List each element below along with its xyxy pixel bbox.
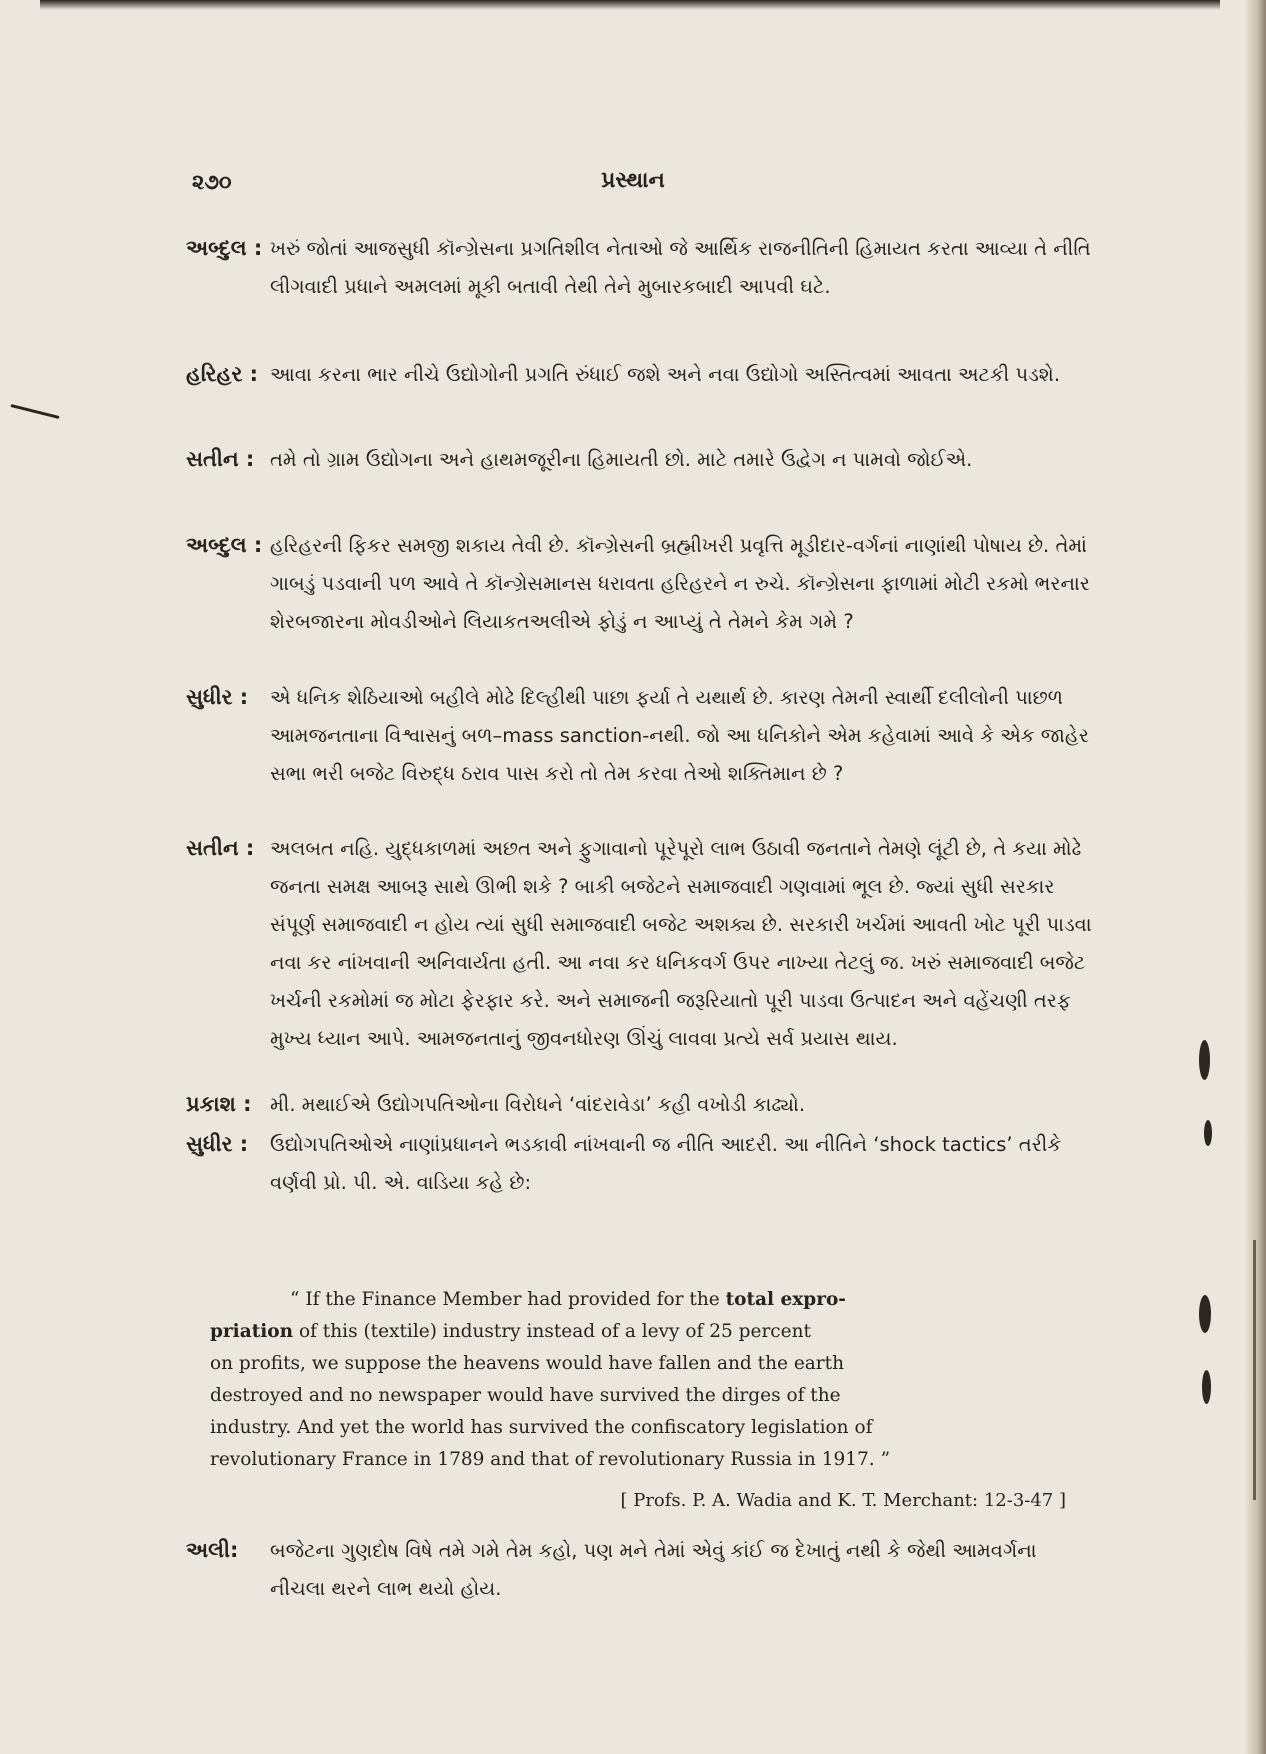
quote-line: industry. And yet the world has survived the confiscatory legislation of <box>210 1417 873 1438</box>
speaker-name: સુધીર : <box>186 1132 249 1156</box>
dialogue-entry <box>186 526 1096 641</box>
speech-text: તમે તો ગ્રામ ઉદ્યોગના અને હાથમજૂરીના હિમાયતી છો. માટે તમારે ઉદ્વેગ ન પામવો જોઈએ. <box>270 448 973 471</box>
dialogue-entry <box>186 440 1096 479</box>
dialogue-entry <box>186 1125 1096 1202</box>
page-top-edge <box>40 0 1220 10</box>
speaker-name: પ્રકાશ : <box>186 1092 252 1116</box>
quote-line: on profits, we suppose the heavens would have fallen and the earth <box>210 1353 844 1374</box>
ink-mark <box>1199 1295 1211 1333</box>
speaker-name: હરિહર : <box>186 362 259 386</box>
dialogue-entry <box>186 678 1096 793</box>
quote-emphasis: total expro- <box>725 1289 846 1310</box>
binding-rule <box>1253 1240 1256 1500</box>
quote-text: of this (textile) industry instead of a levy of 25 percent <box>293 1321 811 1342</box>
speech-text: એ ધનિક શેઠિયાઓ બહીલે મોઢે દિલ્હીથી પાછા ફર્યા તે યથાર્થ છે. કારણ તેમની સ્વાર્થી દલીલોની પાછળ આમજનતાના વિશ્વાસનું બળ–mass sanction-નથી. જો આ ધનિકોને એમ કહેવામાં આવે કે એક જાહેર સભા ભરી બજેટ વિરુદ્ધ ઠરાવ પાસ કરો તો તેમ કરવા તેઓ શક્તિમાન છે ? <box>270 686 1089 785</box>
dialogue-entry <box>186 1531 1096 1608</box>
quote-line: revolutionary France in 1789 and that of revolutionary Russia in 1917. ” <box>210 1449 891 1470</box>
speaker-name: સતીન : <box>186 836 255 860</box>
ink-mark <box>1204 1120 1212 1146</box>
speech-text: ઉદ્યોગપતિઓએ નાણાંપ્રધાનને ભડકાવી નાંખવાની જ નીતિ આદરી. આ નીતિને ‘shock tactics’ તરીકે વર્ણવી પ્રો. પી. એ. વાડિયા કહે છે: <box>270 1133 1062 1194</box>
english-quotation <box>210 1284 1065 1476</box>
speaker-name: અબ્દુલ : <box>186 236 263 260</box>
ink-mark <box>1199 1040 1210 1080</box>
speaker-name: સુધીર : <box>186 685 249 709</box>
speaker-name: અબ્દુલ : <box>186 533 263 557</box>
speaker-name: અલી: <box>186 1538 239 1562</box>
dialogue-entry <box>186 229 1096 306</box>
ink-mark <box>1202 1370 1211 1404</box>
dialogue-entry <box>186 355 1096 394</box>
ink-mark <box>10 404 59 419</box>
speech-text: મી. મથાઈએ ઉદ્યોગપતિઓના વિરોધને ‘વાંદરાવેડા’ કહી વખોડી કાઢ્યો. <box>270 1093 806 1116</box>
dialogue-entry <box>186 829 1096 1058</box>
quote-line: destroyed and no newspaper would have survived the dirges of the <box>210 1385 841 1406</box>
running-head: પ્રસ્થાન <box>601 168 665 193</box>
quote-text: “ If the Finance Member had provided for the <box>290 1289 726 1310</box>
speech-text: આવા કરના ભાર નીચે ઉદ્યોગોની પ્રગતિ રુંધાઈ જશે અને નવા ઉદ્યોગો અસ્તિત્વમાં આવતા અટકી પડશે. <box>270 363 1061 386</box>
page-number: ૨૭૦ <box>192 170 232 194</box>
quote-citation: [ Profs. P. A. Wadia and K. T. Merchant: 12-3-47 ] <box>620 1490 1066 1511</box>
speaker-name: સતીન : <box>186 447 255 471</box>
quote-emphasis: priation <box>210 1321 294 1342</box>
quote-line <box>210 1284 1065 1316</box>
speech-text: હરિહરની ફિકર સમજી શકાય તેવી છે. કૉન્ગ્રેસની બ્રહ્મીખરી પ્રવૃત્તિ મૂડીદાર-વર્ગનાં નાણાંથી પોષાય છે. તેમાં ગાબડું પડવાની પળ આવે તે કૉન્ગ્રેસમાનસ ધરાવતા હરિહરને ન રુચે. કૉન્ગ્રેસના ફાળામાં મોટી રકમો ભરનાર શેરબજારના મોવડીઓને લિયાકતઅલીએ ફોડું ન આપ્યું તે તેમને કેમ ગમે ? <box>270 534 1090 633</box>
speech-text: ખરું જોતાં આજસુધી કૉન્ગ્રેસના પ્રગતિશીલ નેતાઓ જે આર્થિક રાજનીતિની હિમાયત કરતા આવ્યા તે નીતિ લીગવાદી પ્રધાને અમલમાં મૂકી બતાવી તેથી તેને મુબારકબાદી આપવી ઘટે. <box>270 237 1091 298</box>
speech-text: અલબત નહિ. યુદ્ધકાળમાં અછત અને ફુગાવાનો પૂરેપૂરો લાભ ઉઠાવી જનતાને તેમણે લૂંટી છે, તે કયા મોઢે જનતા સમક્ષ આબરૂ સાથે ઊભી શકે ? બાકી બજેટને સમાજવાદી ગણવામાં ભૂલ છે. જ્યાં સુધી સરકાર સંપૂર્ણ સમાજવાદી ન હોય ત્યાં સુધી સમાજવાદી બજેટ અશક્ય છે. સરકારી ખર્ચમાં આવતી ખોટ પૂરી પાડવા નવા કર નાંખવાની અનિવાર્યતા હતી. આ નવા કર ધનિકવર્ગ ઉપર નાખ્યા તેટલું જ. ખરું સમાજવાદી બજેટ ખર્ચની રકમોમાં જ મોટા ફેરફાર કરે. અને સમાજની જરૂરિયાતો પૂરી પાડવા ઉત્પાદન અને વહેંચણી તરફ મુખ્ય ધ્યાન આપે. આમજનતાનું જીવનધોરણ ઊંચું લાવવા પ્રત્યે સર્વ પ્રયાસ થાય. <box>270 837 1092 1050</box>
speech-text: બજેટના ગુણદોષ વિષે તમે ગમે તેમ કહો, પણ મને તેમાં એવું કાંઈ જ દેખાતું નથી કે જેથી આમવર્ગના નીચલા થરને લાભ થયો હોય. <box>270 1539 1037 1600</box>
dialogue-entry <box>186 1085 1096 1124</box>
quote-line <box>210 1316 1065 1348</box>
